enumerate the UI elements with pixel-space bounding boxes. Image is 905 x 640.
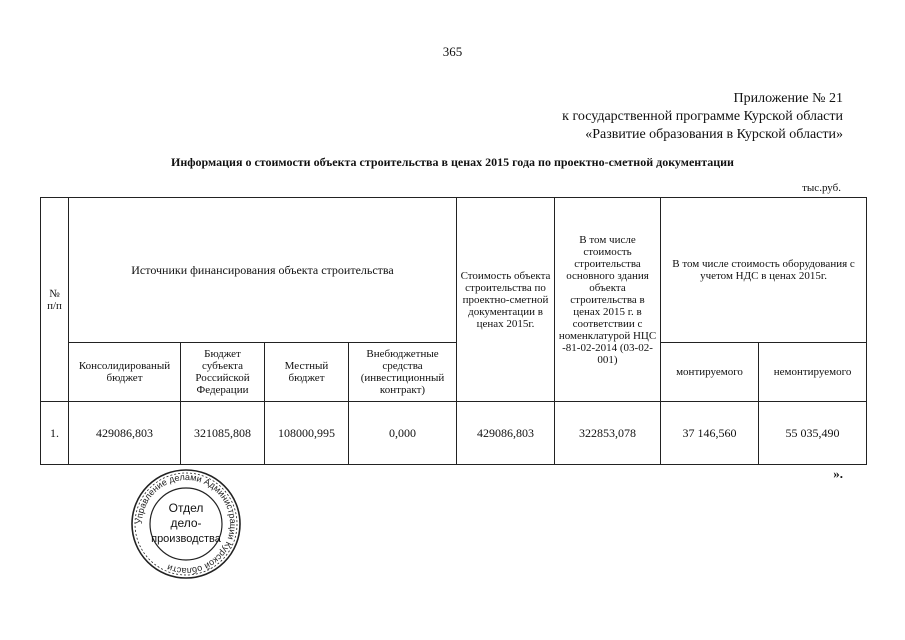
cell-unmounted: 55 035,490 [759, 402, 867, 465]
appendix-heading [562, 90, 843, 144]
stamp-line-3: производства [151, 533, 221, 545]
appendix-line-2: к государственной программе Курской области [562, 109, 843, 124]
header-cost: Стоимость объекта строительства по проектно-сметной документации в ценах 2015г. [457, 198, 555, 402]
units-label: тыс.руб. [802, 182, 841, 194]
header-consolidated: Консолидированый бюджет [69, 343, 181, 402]
cell-cost: 429086,803 [457, 402, 555, 465]
cell-num: 1. [41, 402, 69, 465]
header-num: № п/п [41, 198, 69, 402]
header-extra: Внебюджетные средства (инвестиционный контракт) [349, 343, 457, 402]
header-including-main: В том числе стоимость строительства основного здания объекта строительства в ценах 2015 г. в соответствии с номенклатурой НЦС -81-02-2014 (03-02-001) [555, 198, 661, 402]
cell-extra: 0,000 [349, 402, 457, 465]
page-number: 365 [442, 44, 463, 59]
header-row-2 [41, 343, 867, 402]
stamp-line-2: дело- [170, 516, 202, 530]
stamp-ring-text: Управление делами Администрации Курской области [133, 471, 239, 577]
cell-including-main: 322853,078 [555, 402, 661, 465]
appendix-line-3: «Развитие образования в Курской области» [585, 127, 843, 142]
stamp-line-1: Отдел [168, 501, 204, 515]
header-row-1 [41, 198, 867, 343]
header-federal: Бюджет субъекта Российской Федерации [181, 343, 265, 402]
appendix-line-1: Приложение № 21 [733, 91, 843, 106]
header-mounted: монтируемого [661, 343, 759, 402]
cell-local: 108000,995 [265, 402, 349, 465]
cell-consolidated: 429086,803 [69, 402, 181, 465]
office-stamp [121, 468, 251, 580]
cost-table [40, 197, 867, 465]
closing-quote: ». [833, 466, 843, 481]
cell-federal: 321085,808 [181, 402, 265, 465]
document-title: Информация о стоимости объекта строительства в ценах 2015 года по проектно-сметной документации [171, 155, 734, 169]
cell-mounted: 37 146,560 [661, 402, 759, 465]
table-row [41, 402, 867, 465]
header-local: Местный бюджет [265, 343, 349, 402]
header-unmounted: немонтируемого [759, 343, 867, 402]
header-sources: Источники финансирования объекта строительства [69, 198, 457, 343]
header-including-equipment: В том числе стоимость оборудования с учетом НДС в ценах 2015г. [661, 198, 867, 343]
